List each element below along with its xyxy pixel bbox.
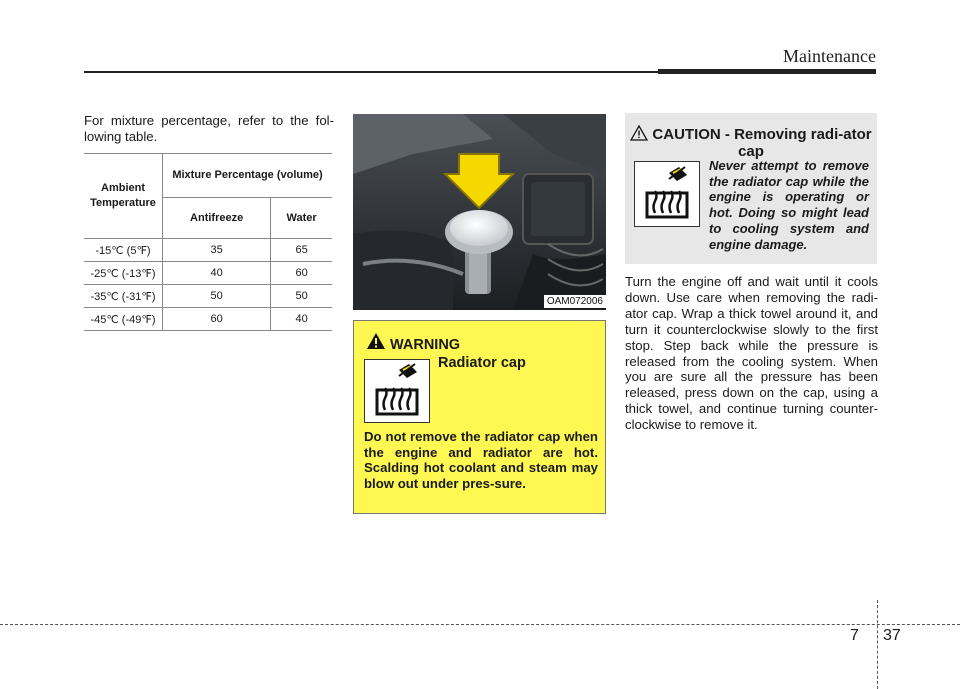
ambient-temperature-header: Ambient Temperature xyxy=(84,154,163,239)
antifreeze-cell: 60 xyxy=(163,308,271,331)
caution-subject: - Removing radi-ator cap xyxy=(720,126,872,160)
caution-title xyxy=(625,125,877,160)
engine-bay-illustration xyxy=(353,114,606,310)
page-number: 37 xyxy=(883,627,901,644)
water-cell: 65 xyxy=(271,239,332,262)
hot-radiator-icon xyxy=(634,161,700,227)
section-title: Maintenance xyxy=(783,46,876,66)
header-rule xyxy=(84,71,668,73)
antifreeze-cell: 50 xyxy=(163,285,271,308)
warning-subtitle: Radiator cap xyxy=(438,355,526,371)
caution-box xyxy=(625,113,877,264)
footer-rule xyxy=(0,624,960,625)
mixture-table xyxy=(84,153,332,331)
table-row xyxy=(84,239,332,262)
table-row xyxy=(84,285,332,308)
mixture-percentage-header: Mixture Percentage (volume) xyxy=(163,154,333,198)
temp-cell: -45℃ (-49℉) xyxy=(84,308,163,331)
antifreeze-header: Antifreeze xyxy=(163,197,271,239)
warning-title: WARNING xyxy=(390,337,461,353)
warning-box xyxy=(353,320,606,514)
hot-radiator-icon xyxy=(364,359,430,423)
temp-cell: -35℃ (-31℉) xyxy=(84,285,163,308)
water-cell: 60 xyxy=(271,262,332,285)
caution-text: Never attempt to remove the radiator cap while the engine is operating or hot. Doing so might lead to cooling system and engine damage. xyxy=(709,158,869,252)
intro-paragraph: For mixture percentage, refer to the fol-lowing table. xyxy=(84,113,334,144)
table-row xyxy=(84,262,332,285)
water-cell: 40 xyxy=(271,308,332,331)
radiator-cap-photo xyxy=(353,114,606,310)
antifreeze-cell: 40 xyxy=(163,262,271,285)
antifreeze-cell: 35 xyxy=(163,239,271,262)
temp-cell: -25℃ (-13℉) xyxy=(84,262,163,285)
photo-code: OAM072006 xyxy=(544,295,606,308)
footer-divider xyxy=(877,600,878,689)
water-header: Water xyxy=(271,197,332,239)
water-cell: 50 xyxy=(271,285,332,308)
temp-cell: -15℃ (5℉) xyxy=(84,239,163,262)
header-rule-accent xyxy=(658,69,876,74)
chapter-number: 7 xyxy=(850,627,859,644)
table-row xyxy=(84,308,332,331)
caution-triangle-icon xyxy=(630,125,648,141)
radiator-cap-instructions: Turn the engine off and wait until it cools down. Use care when removing the radi-ator cap. Wrap a thick towel around it, and turn it counterclockwise slowly to the first stop. Step back while the pressure is released from the cooling system. When you are sure all the pressure has been released, press down on the cap, using a thick towel, and continue turning counter-clockwise to remove it. xyxy=(625,274,878,433)
caution-label: CAUTION xyxy=(652,126,721,143)
warning-triangle-icon xyxy=(366,332,386,350)
warning-text: Do not remove the radiator cap when the engine and radiator are hot. Scalding hot coolant and steam may blow out under pres-sure. xyxy=(364,429,598,492)
